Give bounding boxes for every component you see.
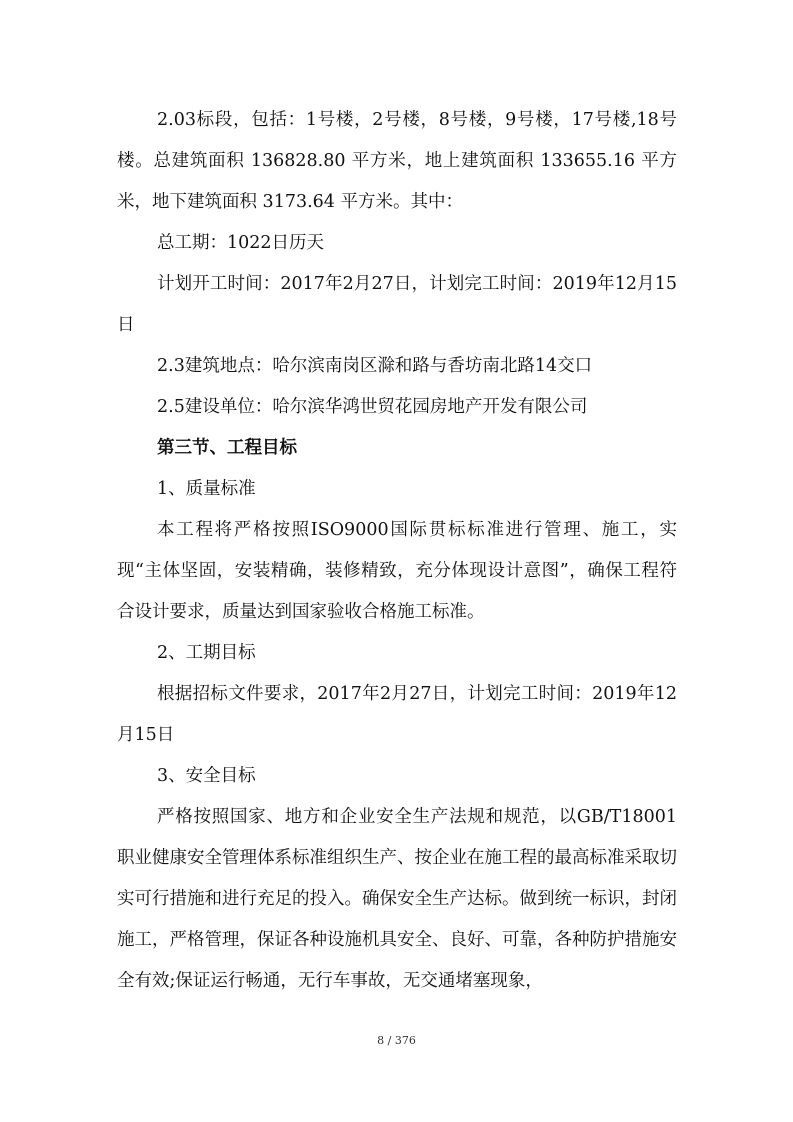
section-heading: 第三节、工程目标 <box>157 438 297 458</box>
paragraph-developer: 2.5建设单位：哈尔滨华鸿世贸花园房地产开发有限公司 <box>157 397 588 417</box>
paragraph-safety: 严格按照国家、地方和企业安全生产法规和规范，以GB/T18001职业健康安全管理体系标准组织生产、按企业在施工程的最高标准采取切实可行措施和进行充足的投入。确保安全生产达标。做到统一标识，封闭施工，严格管理，保证各种设施机具安全、良好、可靠，各种防护措施安全有效;保证运行畅通，无行车事故，无交通堵塞现象， <box>117 807 677 991</box>
paragraph-section-scope: 2.03标段，包括：1号楼，2号楼，8号楼，9号楼，17号楼,18号楼。总建筑面积 136828.80 平方米，地上建筑面积 133655.16 平方米，地下建筑面积 3173.64 平方米。其中： <box>117 110 677 212</box>
subheading-schedule: 2、工期目标 <box>157 643 256 663</box>
paragraph-total-duration: 总工期：1022日历天 <box>157 233 325 253</box>
subheading-quality: 1、质量标准 <box>157 479 256 499</box>
paragraph-quality: 本工程将严格按照ISO9000国际贯标标准进行管理、施工，实现“主体坚固，安装精确，装修精致，充分体现设计意图”，确保工程符合设计要求，质量达到国家验收合格施工标准。 <box>117 520 677 622</box>
paragraph-schedule-target: 根据招标文件要求，2017年2月27日，计划完工时间：2019年12月15日 <box>117 684 677 745</box>
paragraph-location: 2.3建筑地点：哈尔滨南岗区滁和路与香坊南北路14交口 <box>157 356 593 376</box>
document-body <box>117 100 677 1002</box>
paragraph-schedule: 计划开工时间：2017年2月27日，计划完工时间：2019年12月15日 <box>117 274 677 335</box>
page-number: 8 / 376 <box>377 1034 416 1047</box>
subheading-safety: 3、安全目标 <box>157 766 256 786</box>
